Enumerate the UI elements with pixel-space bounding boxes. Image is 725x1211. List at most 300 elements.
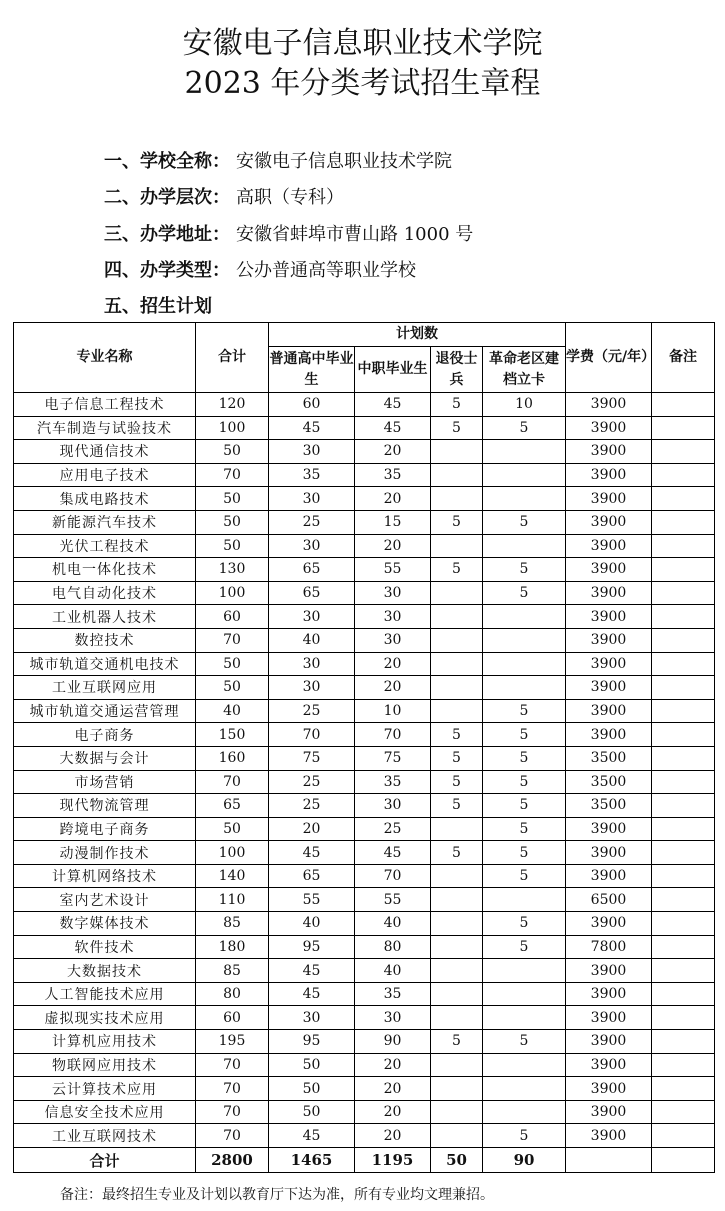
vocational-cell: 45 [355,416,431,440]
note-cell [652,558,715,582]
note-cell [652,794,715,818]
info-school-name [104,150,452,174]
old-revolutionary-cell: 5 [483,1030,566,1054]
table-row [14,1030,715,1054]
vocational-cell: 20 [355,652,431,676]
old-revolutionary-cell: 5 [483,699,566,723]
table-row [14,982,715,1006]
vocational-cell: 70 [355,723,431,747]
table-row [14,1006,715,1030]
veterans-cell: 5 [431,393,483,417]
header-old-revolutionary: 革命老区建档立卡 [483,347,566,393]
fee-cell: 3900 [566,1030,652,1054]
old-revolutionary-cell [483,440,566,464]
old-revolutionary-cell: 10 [483,393,566,417]
info-label: 二、办学层次： [104,187,230,208]
total-cell: 50 [196,440,269,464]
table-body [14,393,715,1173]
veterans-cell [431,817,483,841]
high-school-cell: 40 [269,912,355,936]
total-cell: 85 [196,912,269,936]
total-row [14,1148,715,1173]
old-revolutionary-cell: 5 [483,864,566,888]
veterans-cell [431,1124,483,1148]
major-cell: 城市轨道交通机电技术 [14,652,196,676]
veterans-cell: 5 [431,416,483,440]
fee-cell: 3900 [566,959,652,983]
table-row [14,605,715,629]
major-cell: 现代通信技术 [14,440,196,464]
table-row [14,699,715,723]
info-label: 五、招生计划 [104,296,212,317]
table-row [14,628,715,652]
major-cell: 电子商务 [14,723,196,747]
veterans-cell [431,1006,483,1030]
old-revolutionary-cell [483,605,566,629]
high-school-cell: 25 [269,510,355,534]
high-school-cell: 50 [269,1053,355,1077]
note-cell [652,864,715,888]
note-cell [652,534,715,558]
high-school-cell: 40 [269,628,355,652]
fee-cell: 3500 [566,770,652,794]
major-cell: 物联网应用技术 [14,1053,196,1077]
table-row [14,746,715,770]
major-cell: 数字媒体技术 [14,912,196,936]
note-cell [652,416,715,440]
table-row [14,770,715,794]
info-label: 一、学校全称： [104,151,230,172]
header-note: 备注 [652,323,715,393]
total-cell: 130 [196,558,269,582]
old-revolutionary-cell [483,959,566,983]
vocational-cell: 20 [355,440,431,464]
table-row [14,723,715,747]
old-revolutionary-cell [483,888,566,912]
total-cell: 100 [196,581,269,605]
header-veterans: 退役士兵 [431,347,483,393]
fee-cell: 3900 [566,912,652,936]
fee-cell: 3900 [566,652,652,676]
high-school-cell: 95 [269,935,355,959]
header-major: 专业名称 [14,323,196,393]
info-type [104,259,416,283]
old-revolutionary-cell [483,534,566,558]
old-revolutionary-cell [483,1100,566,1124]
old-revolutionary-cell [483,628,566,652]
vocational-cell: 20 [355,1100,431,1124]
info-value: 安徽省蚌埠市曹山路 1000 号 [236,224,474,245]
high-school-cell: 30 [269,1006,355,1030]
vocational-cell: 1195 [355,1148,431,1173]
major-cell: 集成电路技术 [14,487,196,511]
note-cell [652,652,715,676]
major-cell: 汽车制造与试验技术 [14,416,196,440]
high-school-cell: 45 [269,982,355,1006]
table-row [14,487,715,511]
note-cell [652,487,715,511]
vocational-cell: 20 [355,487,431,511]
veterans-cell [431,1100,483,1124]
veterans-cell [431,534,483,558]
total-cell: 70 [196,628,269,652]
note-cell [652,912,715,936]
high-school-cell: 55 [269,888,355,912]
footer-note: 备注：最终招生专业及计划以教育厅下达为准，所有专业均文理兼招。 [60,1187,494,1203]
major-cell: 工业机器人技术 [14,605,196,629]
major-cell: 大数据与会计 [14,746,196,770]
major-cell: 城市轨道交通运营管理 [14,699,196,723]
old-revolutionary-cell: 5 [483,794,566,818]
note-cell [652,1006,715,1030]
veterans-cell [431,699,483,723]
major-cell: 现代物流管理 [14,794,196,818]
vocational-cell: 55 [355,888,431,912]
fee-cell [566,1148,652,1173]
fee-cell: 3900 [566,817,652,841]
table-row [14,1077,715,1101]
fee-cell: 3500 [566,794,652,818]
header-plan: 计划数 [269,323,566,347]
major-cell: 信息安全技术应用 [14,1100,196,1124]
vocational-cell: 30 [355,1006,431,1030]
total-cell: 50 [196,534,269,558]
total-cell: 70 [196,1053,269,1077]
old-revolutionary-cell: 5 [483,510,566,534]
header-fee: 学费（元/年） [566,323,652,393]
info-plan-heading [104,295,212,319]
old-revolutionary-cell: 5 [483,558,566,582]
veterans-cell [431,912,483,936]
note-cell [652,841,715,865]
fee-cell: 3500 [566,746,652,770]
veterans-cell: 5 [431,841,483,865]
high-school-cell: 50 [269,1100,355,1124]
high-school-cell: 60 [269,393,355,417]
table-row [14,1053,715,1077]
major-cell: 工业互联网技术 [14,1124,196,1148]
fee-cell: 3900 [566,440,652,464]
note-cell [652,510,715,534]
vocational-cell: 35 [355,982,431,1006]
major-cell: 跨境电子商务 [14,817,196,841]
veterans-cell [431,487,483,511]
note-cell [652,1148,715,1173]
major-cell: 软件技术 [14,935,196,959]
table-row [14,841,715,865]
old-revolutionary-cell: 5 [483,935,566,959]
vocational-cell: 35 [355,463,431,487]
total-cell: 40 [196,699,269,723]
total-cell: 180 [196,935,269,959]
veterans-cell [431,864,483,888]
fee-cell: 3900 [566,1006,652,1030]
veterans-cell [431,581,483,605]
old-revolutionary-cell [483,1053,566,1077]
info-value: 公办普通高等职业学校 [236,260,416,281]
document-title: 安徽电子信息职业技术学院 [182,26,543,61]
note-cell [652,1030,715,1054]
old-revolutionary-cell [483,676,566,700]
table-row [14,393,715,417]
old-revolutionary-cell: 5 [483,817,566,841]
major-cell: 计算机应用技术 [14,1030,196,1054]
fee-cell: 3900 [566,510,652,534]
high-school-cell: 70 [269,723,355,747]
high-school-cell: 25 [269,699,355,723]
table-row [14,440,715,464]
fee-cell: 3900 [566,534,652,558]
major-cell: 计算机网络技术 [14,864,196,888]
fee-cell: 7800 [566,935,652,959]
high-school-cell: 1465 [269,1148,355,1173]
major-cell: 应用电子技术 [14,463,196,487]
note-cell [652,463,715,487]
high-school-cell: 65 [269,558,355,582]
fee-cell: 3900 [566,982,652,1006]
vocational-cell: 25 [355,817,431,841]
high-school-cell: 30 [269,534,355,558]
total-cell: 100 [196,416,269,440]
vocational-cell: 80 [355,935,431,959]
old-revolutionary-cell [483,1077,566,1101]
note-cell [652,1124,715,1148]
vocational-cell: 30 [355,581,431,605]
table-row [14,1100,715,1124]
old-revolutionary-cell [483,1006,566,1030]
vocational-cell: 75 [355,746,431,770]
old-revolutionary-cell: 5 [483,581,566,605]
header-total: 合计 [196,323,269,393]
table-row [14,1124,715,1148]
veterans-cell: 5 [431,770,483,794]
total-cell: 50 [196,817,269,841]
vocational-cell: 35 [355,770,431,794]
table-row [14,510,715,534]
veterans-cell [431,1053,483,1077]
table-row [14,581,715,605]
high-school-cell: 25 [269,794,355,818]
total-cell: 70 [196,1124,269,1148]
table-row [14,416,715,440]
info-address [104,223,473,247]
table-row [14,558,715,582]
veterans-cell [431,676,483,700]
total-cell: 70 [196,770,269,794]
table-row [14,794,715,818]
major-cell: 合计 [14,1148,196,1173]
old-revolutionary-cell [483,982,566,1006]
veterans-cell [431,1077,483,1101]
vocational-cell: 20 [355,1053,431,1077]
total-cell: 50 [196,510,269,534]
veterans-cell [431,959,483,983]
high-school-cell: 75 [269,746,355,770]
total-cell: 50 [196,652,269,676]
table-row [14,652,715,676]
major-cell: 机电一体化技术 [14,558,196,582]
total-cell: 70 [196,1100,269,1124]
high-school-cell: 65 [269,864,355,888]
total-cell: 50 [196,676,269,700]
fee-cell: 3900 [566,699,652,723]
table-row [14,534,715,558]
note-cell [652,959,715,983]
high-school-cell: 65 [269,581,355,605]
vocational-cell: 30 [355,628,431,652]
vocational-cell: 20 [355,1124,431,1148]
table-row [14,864,715,888]
high-school-cell: 45 [269,416,355,440]
high-school-cell: 45 [269,959,355,983]
major-cell: 工业互联网应用 [14,676,196,700]
info-label: 四、办学类型： [104,260,230,281]
info-value: 高职（专科） [236,187,344,208]
fee-cell: 3900 [566,1100,652,1124]
high-school-cell: 30 [269,652,355,676]
total-cell: 195 [196,1030,269,1054]
document-subtitle: 2023 年分类考试招生章程 [184,66,541,101]
total-cell: 85 [196,959,269,983]
vocational-cell: 15 [355,510,431,534]
major-cell: 电气自动化技术 [14,581,196,605]
note-cell [652,581,715,605]
table-row [14,817,715,841]
info-value: 安徽电子信息职业技术学院 [236,151,452,172]
total-cell: 65 [196,794,269,818]
fee-cell: 3900 [566,864,652,888]
major-cell: 虚拟现实技术应用 [14,1006,196,1030]
table-row [14,935,715,959]
veterans-cell [431,935,483,959]
old-revolutionary-cell [483,652,566,676]
total-cell: 60 [196,1006,269,1030]
fee-cell: 3900 [566,463,652,487]
total-cell: 80 [196,982,269,1006]
vocational-cell: 45 [355,841,431,865]
note-cell [652,1053,715,1077]
old-revolutionary-cell: 5 [483,1124,566,1148]
enrollment-plan-table [13,322,715,1173]
vocational-cell: 70 [355,864,431,888]
note-cell [652,935,715,959]
fee-cell: 3900 [566,581,652,605]
total-cell: 70 [196,463,269,487]
veterans-cell: 5 [431,1030,483,1054]
note-cell [652,723,715,747]
vocational-cell: 20 [355,534,431,558]
old-revolutionary-cell: 90 [483,1148,566,1173]
fee-cell: 3900 [566,393,652,417]
veterans-cell [431,982,483,1006]
major-cell: 云计算技术应用 [14,1077,196,1101]
veterans-cell [431,628,483,652]
major-cell: 人工智能技术应用 [14,982,196,1006]
vocational-cell: 30 [355,794,431,818]
note-cell [652,699,715,723]
veterans-cell: 5 [431,558,483,582]
major-cell: 动漫制作技术 [14,841,196,865]
old-revolutionary-cell: 5 [483,746,566,770]
veterans-cell: 5 [431,723,483,747]
veterans-cell: 50 [431,1148,483,1173]
fee-cell: 3900 [566,1077,652,1101]
note-cell [652,888,715,912]
old-revolutionary-cell [483,487,566,511]
high-school-cell: 30 [269,605,355,629]
old-revolutionary-cell: 5 [483,912,566,936]
veterans-cell: 5 [431,794,483,818]
veterans-cell: 5 [431,746,483,770]
high-school-cell: 45 [269,1124,355,1148]
high-school-cell: 30 [269,440,355,464]
header-vocational: 中职毕业生 [355,347,431,393]
total-cell: 70 [196,1077,269,1101]
veterans-cell [431,652,483,676]
table-row [14,912,715,936]
fee-cell: 3900 [566,723,652,747]
high-school-cell: 30 [269,487,355,511]
total-cell: 2800 [196,1148,269,1173]
high-school-cell: 45 [269,841,355,865]
old-revolutionary-cell: 5 [483,416,566,440]
fee-cell: 3900 [566,676,652,700]
note-cell [652,982,715,1006]
fee-cell: 3900 [566,841,652,865]
high-school-cell: 20 [269,817,355,841]
note-cell [652,1077,715,1101]
veterans-cell [431,888,483,912]
vocational-cell: 45 [355,393,431,417]
major-cell: 数控技术 [14,628,196,652]
note-cell [652,393,715,417]
total-cell: 110 [196,888,269,912]
note-cell [652,770,715,794]
high-school-cell: 35 [269,463,355,487]
major-cell: 电子信息工程技术 [14,393,196,417]
high-school-cell: 95 [269,1030,355,1054]
total-cell: 120 [196,393,269,417]
note-cell [652,628,715,652]
vocational-cell: 40 [355,912,431,936]
fee-cell: 3900 [566,1053,652,1077]
fee-cell: 3900 [566,416,652,440]
old-revolutionary-cell [483,463,566,487]
fee-cell: 3900 [566,1124,652,1148]
vocational-cell: 90 [355,1030,431,1054]
total-cell: 50 [196,487,269,511]
table-row [14,463,715,487]
fee-cell: 3900 [566,558,652,582]
total-cell: 150 [196,723,269,747]
total-cell: 100 [196,841,269,865]
table-row [14,959,715,983]
total-cell: 60 [196,605,269,629]
fee-cell: 3900 [566,487,652,511]
major-cell: 大数据技术 [14,959,196,983]
vocational-cell: 40 [355,959,431,983]
note-cell [652,676,715,700]
major-cell: 光伏工程技术 [14,534,196,558]
fee-cell: 3900 [566,628,652,652]
note-cell [652,605,715,629]
total-cell: 160 [196,746,269,770]
old-revolutionary-cell: 5 [483,770,566,794]
note-cell [652,746,715,770]
info-level [104,186,344,210]
note-cell [652,440,715,464]
old-revolutionary-cell: 5 [483,723,566,747]
